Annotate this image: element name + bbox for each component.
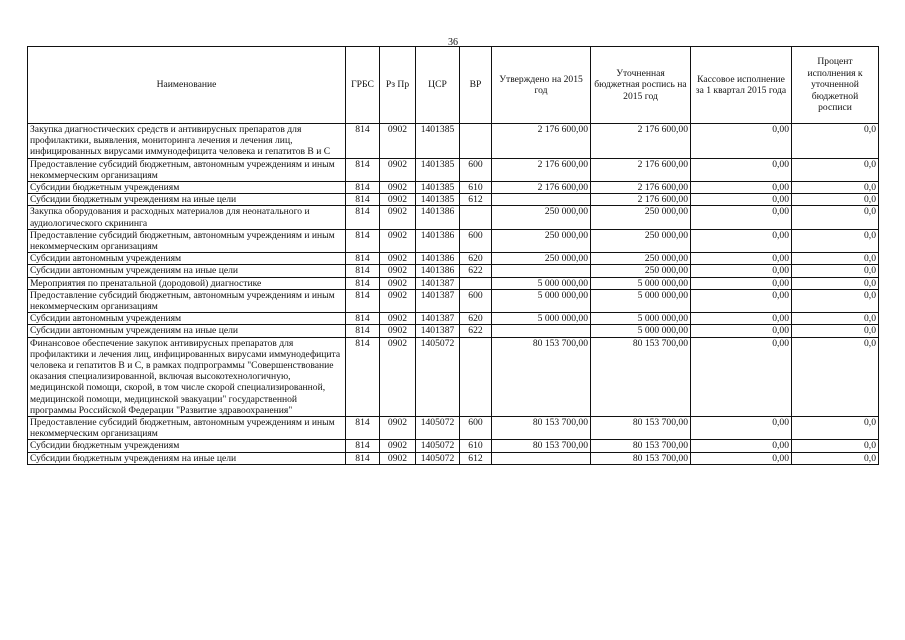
row-csr: 1401386	[416, 253, 460, 265]
row-rzpr: 0902	[380, 158, 416, 181]
row-percent: 0,0	[792, 158, 879, 181]
row-rzpr: 0902	[380, 206, 416, 229]
row-revised: 5 000 000,00	[591, 277, 691, 289]
row-cash: 0,00	[691, 194, 792, 206]
row-revised: 250 000,00	[591, 229, 691, 252]
row-rzpr: 0902	[380, 325, 416, 337]
row-cash: 0,00	[691, 313, 792, 325]
row-revised: 80 153 700,00	[591, 440, 691, 452]
row-grbs: 814	[346, 452, 380, 464]
row-cash: 0,00	[691, 337, 792, 416]
row-approved: 80 153 700,00	[492, 337, 591, 416]
row-csr: 1401387	[416, 277, 460, 289]
row-name: Предоставление субсидий бюджетным, автономным учреждениям и иным некоммерческим организациям	[28, 289, 346, 312]
row-name: Закупка оборудования и расходных материалов для неонатального и аудиологического скрининга	[28, 206, 346, 229]
row-rzpr: 0902	[380, 417, 416, 440]
row-revised: 2 176 600,00	[591, 158, 691, 181]
row-cash: 0,00	[691, 182, 792, 194]
row-approved: 80 153 700,00	[492, 440, 591, 452]
table-row	[28, 325, 879, 337]
row-grbs: 814	[346, 440, 380, 452]
row-revised: 2 176 600,00	[591, 182, 691, 194]
row-percent: 0,0	[792, 337, 879, 416]
row-name: Мероприятия по пренатальной (дородовой) диагностике	[28, 277, 346, 289]
row-cash: 0,00	[691, 440, 792, 452]
row-grbs: 814	[346, 194, 380, 206]
row-csr: 1401385	[416, 194, 460, 206]
row-cash: 0,00	[691, 325, 792, 337]
row-name: Субсидии бюджетным учреждениям на иные цели	[28, 452, 346, 464]
row-approved	[492, 194, 591, 206]
row-vr: 610	[460, 440, 492, 452]
row-name: Субсидии автономным учреждениям на иные цели	[28, 325, 346, 337]
header-vr: ВР	[460, 47, 492, 124]
row-approved: 5 000 000,00	[492, 277, 591, 289]
table-row	[28, 289, 879, 312]
row-grbs: 814	[346, 417, 380, 440]
row-csr: 1401386	[416, 265, 460, 277]
row-rzpr: 0902	[380, 265, 416, 277]
row-revised: 2 176 600,00	[591, 194, 691, 206]
table-header-row	[28, 47, 879, 124]
row-rzpr: 0902	[380, 452, 416, 464]
row-csr: 1401387	[416, 289, 460, 312]
row-rzpr: 0902	[380, 182, 416, 194]
table-row	[28, 206, 879, 229]
row-approved	[492, 325, 591, 337]
row-grbs: 814	[346, 289, 380, 312]
row-csr: 1401387	[416, 325, 460, 337]
table-row	[28, 440, 879, 452]
header-csr: ЦСР	[416, 47, 460, 124]
row-vr: 600	[460, 417, 492, 440]
row-rzpr: 0902	[380, 194, 416, 206]
row-percent: 0,0	[792, 325, 879, 337]
row-name: Субсидии бюджетным учреждениям на иные цели	[28, 194, 346, 206]
row-vr: 610	[460, 182, 492, 194]
row-approved: 250 000,00	[492, 253, 591, 265]
row-approved: 5 000 000,00	[492, 289, 591, 312]
row-rzpr: 0902	[380, 289, 416, 312]
row-csr: 1405072	[416, 417, 460, 440]
row-cash: 0,00	[691, 158, 792, 181]
row-rzpr: 0902	[380, 337, 416, 416]
row-vr: 600	[460, 229, 492, 252]
row-csr: 1401386	[416, 206, 460, 229]
row-csr: 1401385	[416, 124, 460, 159]
row-revised: 250 000,00	[591, 253, 691, 265]
row-rzpr: 0902	[380, 229, 416, 252]
row-revised: 250 000,00	[591, 206, 691, 229]
row-cash: 0,00	[691, 124, 792, 159]
header-revised: Уточненная бюджетная роспись на 2015 год	[591, 47, 691, 124]
row-grbs: 814	[346, 313, 380, 325]
row-percent: 0,0	[792, 452, 879, 464]
row-name: Предоставление субсидий бюджетным, автономным учреждениям и иным некоммерческим организациям	[28, 158, 346, 181]
row-approved: 2 176 600,00	[492, 158, 591, 181]
row-rzpr: 0902	[380, 253, 416, 265]
budget-execution-table	[27, 46, 879, 465]
row-approved: 250 000,00	[492, 206, 591, 229]
table-row	[28, 265, 879, 277]
row-revised: 250 000,00	[591, 265, 691, 277]
row-percent: 0,0	[792, 124, 879, 159]
row-percent: 0,0	[792, 229, 879, 252]
row-percent: 0,0	[792, 313, 879, 325]
row-percent: 0,0	[792, 277, 879, 289]
row-grbs: 814	[346, 265, 380, 277]
row-rzpr: 0902	[380, 440, 416, 452]
row-revised: 2 176 600,00	[591, 124, 691, 159]
row-vr: 612	[460, 194, 492, 206]
row-cash: 0,00	[691, 417, 792, 440]
row-vr: 600	[460, 289, 492, 312]
row-name: Предоставление субсидий бюджетным, автономным учреждениям и иным некоммерческим организациям	[28, 417, 346, 440]
header-cash: Кассовое исполнение за 1 квартал 2015 года	[691, 47, 792, 124]
row-grbs: 814	[346, 182, 380, 194]
row-cash: 0,00	[691, 277, 792, 289]
table-row	[28, 452, 879, 464]
row-name: Субсидии бюджетным учреждениям	[28, 182, 346, 194]
row-revised: 5 000 000,00	[591, 289, 691, 312]
row-revised: 5 000 000,00	[591, 325, 691, 337]
row-approved: 2 176 600,00	[492, 124, 591, 159]
row-grbs: 814	[346, 206, 380, 229]
header-grbs: ГРБС	[346, 47, 380, 124]
row-cash: 0,00	[691, 229, 792, 252]
table-row	[28, 253, 879, 265]
row-vr: 612	[460, 452, 492, 464]
row-cash: 0,00	[691, 265, 792, 277]
row-vr: 622	[460, 325, 492, 337]
row-approved: 250 000,00	[492, 229, 591, 252]
row-grbs: 814	[346, 229, 380, 252]
row-name: Закупка диагностических средств и антивирусных препаратов для профилактики, выявления, мониторинга лечения и лечения лиц, инфицированных вирусами иммунодефицита человека и гепатитов В и С	[28, 124, 346, 159]
row-name: Субсидии автономным учреждениям на иные цели	[28, 265, 346, 277]
row-approved	[492, 265, 591, 277]
row-csr: 1401385	[416, 158, 460, 181]
row-vr	[460, 277, 492, 289]
row-rzpr: 0902	[380, 313, 416, 325]
row-grbs: 814	[346, 325, 380, 337]
row-percent: 0,0	[792, 289, 879, 312]
header-percent: Процент исполнения к уточненной бюджетной росписи	[792, 47, 879, 124]
row-rzpr: 0902	[380, 277, 416, 289]
row-percent: 0,0	[792, 440, 879, 452]
row-percent: 0,0	[792, 206, 879, 229]
row-revised: 80 153 700,00	[591, 417, 691, 440]
table-row	[28, 182, 879, 194]
row-csr: 1405072	[416, 440, 460, 452]
row-approved	[492, 452, 591, 464]
row-percent: 0,0	[792, 182, 879, 194]
header-approved: Утверждено на 2015 год	[492, 47, 591, 124]
row-cash: 0,00	[691, 253, 792, 265]
row-name: Предоставление субсидий бюджетным, автономным учреждениям и иным некоммерческим организациям	[28, 229, 346, 252]
row-percent: 0,0	[792, 265, 879, 277]
row-approved: 5 000 000,00	[492, 313, 591, 325]
row-csr: 1405072	[416, 337, 460, 416]
row-csr: 1401385	[416, 182, 460, 194]
row-revised: 5 000 000,00	[591, 313, 691, 325]
row-name: Субсидии автономным учреждениям	[28, 253, 346, 265]
row-csr: 1401387	[416, 313, 460, 325]
row-rzpr: 0902	[380, 124, 416, 159]
row-percent: 0,0	[792, 194, 879, 206]
row-vr: 622	[460, 265, 492, 277]
row-vr	[460, 337, 492, 416]
row-percent: 0,0	[792, 253, 879, 265]
row-grbs: 814	[346, 158, 380, 181]
row-grbs: 814	[346, 337, 380, 416]
row-vr: 620	[460, 253, 492, 265]
table-row	[28, 313, 879, 325]
row-approved: 2 176 600,00	[492, 182, 591, 194]
row-csr: 1405072	[416, 452, 460, 464]
table-row	[28, 124, 879, 159]
page-number: 36	[448, 37, 458, 48]
row-revised: 80 153 700,00	[591, 452, 691, 464]
table-row	[28, 158, 879, 181]
row-grbs: 814	[346, 124, 380, 159]
row-csr: 1401386	[416, 229, 460, 252]
row-revised: 80 153 700,00	[591, 337, 691, 416]
header-rzpr: Рз Пр	[380, 47, 416, 124]
row-name: Финансовое обеспечение закупок антивирусных препаратов для профилактики и лечения лиц, инфицированных вирусами иммунодефицита человека и гепатитов В и С, в рамках подпрограммы "Совершенствование оказания специализированной, включая высокотехнологичную, медицинской помощи, скорой, в том числе скорой специализированной, медицинской помощи, медицинской эвакуации" государственной программы Российской Федерации "Развитие здравоохранения"	[28, 337, 346, 416]
row-vr	[460, 206, 492, 229]
header-name: Наименование	[28, 47, 346, 124]
row-cash: 0,00	[691, 452, 792, 464]
table-row	[28, 417, 879, 440]
table-row	[28, 337, 879, 416]
row-name: Субсидии автономным учреждениям	[28, 313, 346, 325]
row-grbs: 814	[346, 253, 380, 265]
row-approved: 80 153 700,00	[492, 417, 591, 440]
row-name: Субсидии бюджетным учреждениям	[28, 440, 346, 452]
row-vr	[460, 124, 492, 159]
row-percent: 0,0	[792, 417, 879, 440]
table-row	[28, 229, 879, 252]
row-vr: 600	[460, 158, 492, 181]
row-vr: 620	[460, 313, 492, 325]
table-row	[28, 194, 879, 206]
row-cash: 0,00	[691, 289, 792, 312]
table-row	[28, 277, 879, 289]
row-cash: 0,00	[691, 206, 792, 229]
row-grbs: 814	[346, 277, 380, 289]
